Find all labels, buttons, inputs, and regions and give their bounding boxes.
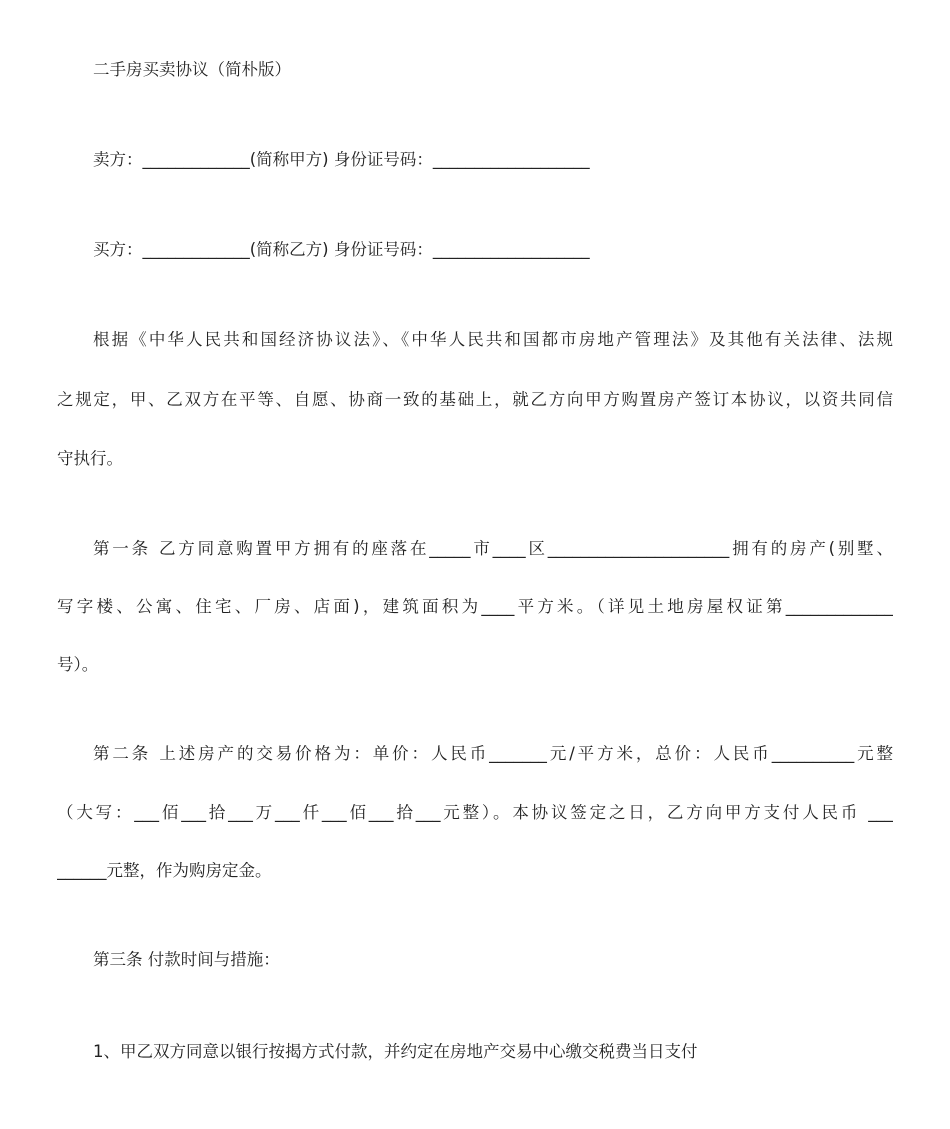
article2-line-1: 第二条 上述房产的交易价格为：单价：人民币_______元/平方米，总价：人民币__________元整	[93, 744, 893, 763]
buyer-line: 买方：_____________(简称乙方) 身份证号码：___________________	[93, 240, 590, 259]
article3-item-1: 1、甲乙双方同意以银行按揭方式付款，并约定在房地产交易中心缴交税费当日支付	[93, 1042, 698, 1061]
article3-heading: 第三条 付款时间与措施：	[93, 950, 280, 969]
article1-line-2: 写字楼、公寓、住宅、厂房、店面)，建筑面积为____平方米。（详见土地房屋权证第_____________	[57, 597, 893, 616]
article2-line-2: （大写：___佰___拾___万___仟___佰___拾___元整）。本协议签定之日，乙方向甲方支付人民币 ___	[57, 803, 893, 822]
preamble-line-1: 根据《中华人民共和国经济协议法》、《中华人民共和国都市房地产管理法》及其他有关法律、法规	[93, 330, 893, 349]
seller-line: 卖方：_____________(简称甲方) 身份证号码：___________________	[93, 150, 590, 169]
document-title: 二手房买卖协议（简朴版）	[93, 60, 291, 79]
article1-line-1: 第一条 乙方同意购置甲方拥有的座落在_____市____区______________________拥有的房产(别墅、	[93, 539, 893, 558]
article2-line-3: ______元整，作为购房定金。	[57, 861, 272, 880]
article1-line-3: 号）。	[57, 655, 99, 674]
preamble-line-3: 守执行。	[57, 449, 123, 468]
preamble-line-2: 之规定，甲、乙双方在平等、自愿、协商一致的基础上，就乙方向甲方购置房产签订本协议，以资共同信	[57, 390, 893, 409]
